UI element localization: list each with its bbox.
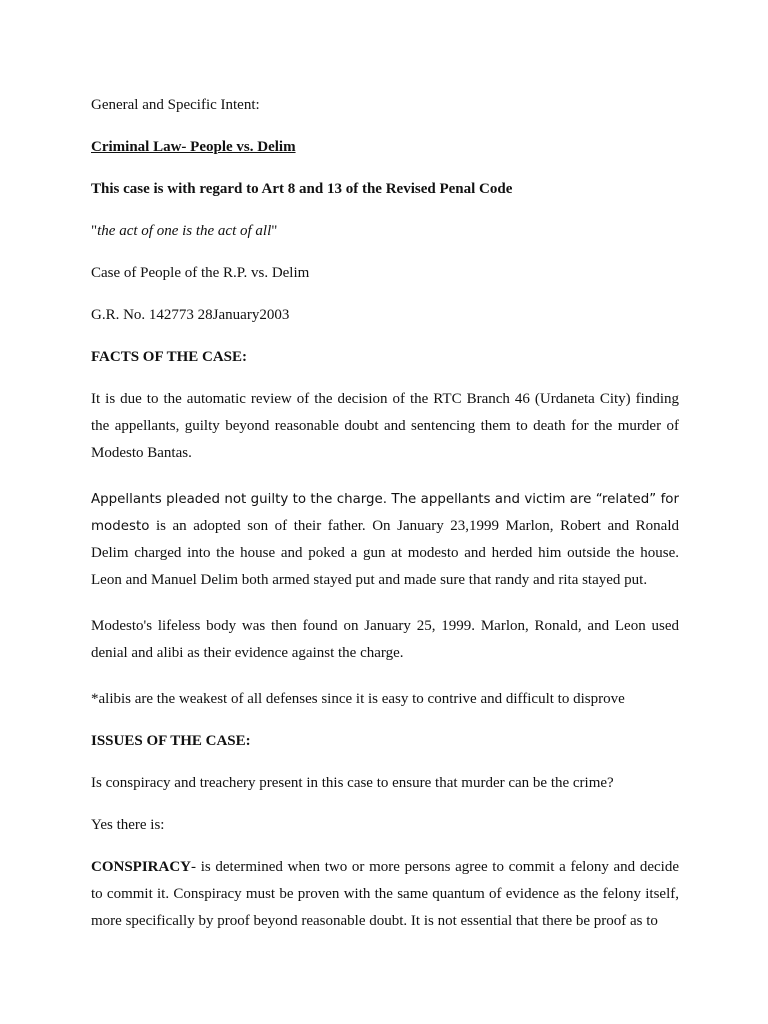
conspiracy-definition: - is determined when two or more persons agree to commit a felony and decide to commit it. Conspiracy must be proven with the same quantum of evidence as the felony itself, more specifically by proof beyond reasonable doubt. It is not essential that there be proof as to	[91, 859, 679, 929]
facts-paragraph-3: Modesto's lifeless body was then found on January 25, 1999. Marlon, Ronald, and Leon used denial and alibi as their evidence against the charge.	[91, 618, 679, 661]
issue-answer: Yes there is:	[91, 817, 165, 833]
quote-text: the act of one is the act of all	[97, 223, 272, 239]
conspiracy-paragraph	[91, 854, 679, 935]
case-regard: This case is with regard to Art 8 and 13 of the Revised Penal Code	[91, 181, 513, 197]
document-page	[91, 92, 679, 954]
conspiracy-term: CONSPIRACY	[91, 859, 192, 875]
issues-heading: ISSUES OF THE CASE:	[91, 733, 251, 749]
gr-number: G.R. No. 142773 28January2003	[91, 307, 290, 323]
case-name: Case of People of the R.P. vs. Delim	[91, 265, 310, 281]
quote-close-mark: "	[271, 223, 278, 239]
facts-paragraph-2-first-line: Appellants pleaded not guilty to the charge. The appellants and victim are “related” for modesto	[91, 492, 679, 534]
issue-question: Is conspiracy and treachery present in this case to ensure that murder can be the crime?	[91, 775, 614, 791]
facts-paragraph-1: It is due to the automatic review of the decision of the RTC Branch 46 (Urdaneta City) finding the appellants, guilty beyond reasonable doubt and sentencing them to death for the murder of Modesto Bantas.	[91, 391, 679, 461]
facts-paragraph-2-rest: is an adopted son of their father. On January 23,1999 Marlon, Robert and Ronald Delim charged into the house and poked a gun at modesto and herded him outside the house. Leon and Manuel Delim both armed stayed put and made sure that randy and rita stayed put.	[91, 518, 679, 588]
facts-paragraph-2	[91, 486, 679, 594]
facts-heading: FACTS OF THE CASE:	[91, 349, 247, 365]
case-title: Criminal Law- People vs. Delim	[91, 139, 296, 155]
doctrine-quote	[91, 218, 679, 245]
alibi-note: *alibis are the weakest of all defenses since it is easy to contrive and difficult to disprove	[91, 691, 625, 707]
quote-open-mark: "	[91, 223, 98, 239]
intent-heading: General and Specific Intent:	[91, 97, 260, 113]
